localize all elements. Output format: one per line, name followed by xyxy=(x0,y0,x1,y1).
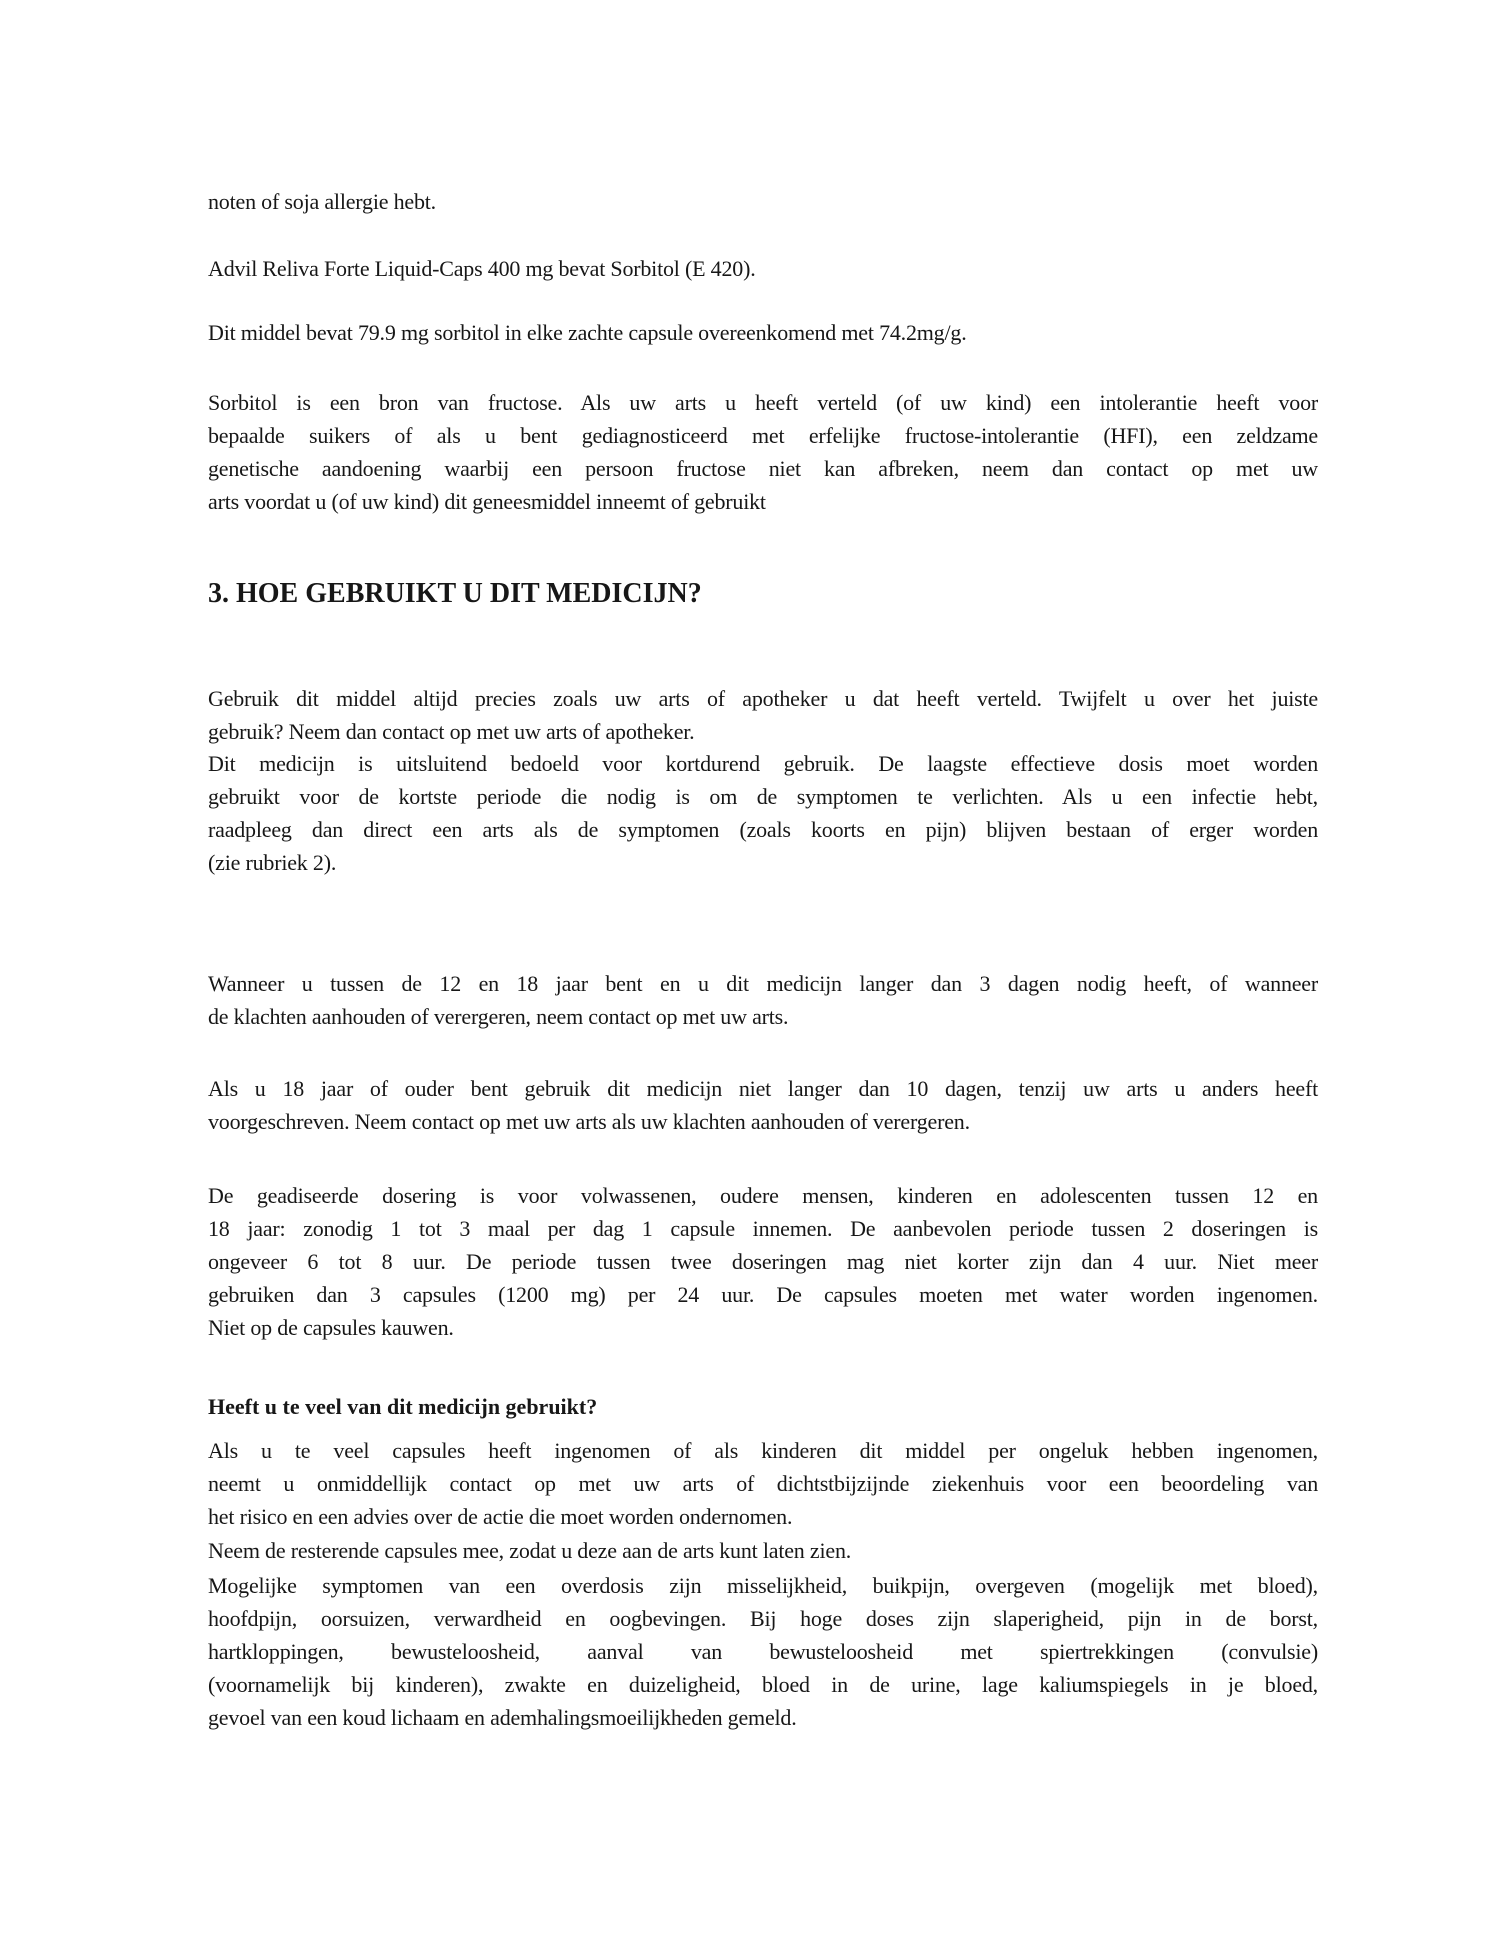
text-line: bepaalde suikers of als u bent gediagnosticeerd met erfelijke fructose-intolerantie (HFI), een zeldzame xyxy=(208,423,1318,448)
text-line: gevoel van een koud lichaam en ademhalingsmoeilijkheden gemeld. xyxy=(208,1705,797,1730)
text-line: (zie rubriek 2). xyxy=(208,850,337,875)
paragraph-short-term-use xyxy=(208,747,1318,879)
text-line: Niet op de capsules kauwen. xyxy=(208,1315,454,1340)
text-line: noten of soja allergie hebt. xyxy=(208,189,436,214)
text-line: Dit medicijn is uitsluitend bedoeld voor kortdurend gebruik. De laagste effectieve dosis moet worden xyxy=(208,751,1318,776)
text-line: Advil Reliva Forte Liquid-Caps 400 mg bevat Sorbitol (E 420). xyxy=(208,256,756,281)
text-line: Mogelijke symptomen van een overdosis zijn misselijkheid, buikpijn, overgeven (mogelijk met bloed), xyxy=(208,1573,1318,1598)
paragraph-usage-advice xyxy=(208,682,1318,748)
paragraph-age-18-plus xyxy=(208,1072,1318,1138)
text-line: 18 jaar: zonodig 1 tot 3 maal per dag 1 capsule innemen. De aanbevolen periode tussen 2 doseringen is xyxy=(208,1216,1318,1241)
text-line: raadpleeg dan direct een arts als de symptomen (zoals koorts en pijn) blijven bestaan of erger worden xyxy=(208,817,1318,842)
text-line: gebruikt voor de kortste periode die nodig is om de symptomen te verlichten. Als u een infectie hebt, xyxy=(208,784,1318,809)
text-line: De geadiseerde dosering is voor volwassenen, oudere mensen, kinderen en adolescenten tussen 12 en xyxy=(208,1183,1318,1208)
text-line: Als u te veel capsules heeft ingenomen of als kinderen dit middel per ongeluk hebben ingenomen, xyxy=(208,1438,1318,1463)
paragraph-fructose-warning xyxy=(208,386,1318,518)
subsection-heading-overdose: Heeft u te veel van dit medicijn gebruikt? xyxy=(208,1394,598,1419)
paragraph-allergy-note xyxy=(208,185,1318,218)
text-line: arts voordat u (of uw kind) dit geneesmiddel inneemt of gebruikt xyxy=(208,489,766,514)
text-line: het risico en een advies over de actie die moet worden ondernomen. xyxy=(208,1504,793,1529)
text-line: Sorbitol is een bron van fructose. Als uw arts u heeft verteld (of uw kind) een intolerantie heeft voor xyxy=(208,390,1318,415)
text-line: gebruik? Neem dan contact op met uw arts of apotheker. xyxy=(208,719,695,744)
text-line: gebruiken dan 3 capsules (1200 mg) per 24 uur. De capsules moeten met water worden ingenomen. xyxy=(208,1282,1318,1307)
text-line: de klachten aanhouden of verergeren, neem contact op met uw arts. xyxy=(208,1004,789,1029)
text-line: Gebruik dit middel altijd precies zoals uw arts of apotheker u dat heeft verteld. Twijfelt u over het juiste xyxy=(208,686,1318,711)
paragraph-sorbitol-amount xyxy=(208,316,1318,349)
section-heading: 3. HOE GEBRUIKT U DIT MEDICIJN? xyxy=(208,578,702,609)
text-line: voorgeschreven. Neem contact op met uw arts als uw klachten aanhouden of verergeren. xyxy=(208,1109,970,1134)
paragraph-overdose-symptoms xyxy=(208,1569,1318,1734)
text-line: hartkloppingen, bewusteloosheid, aanval van bewusteloosheid met spiertrekkingen (convulsie) xyxy=(208,1639,1318,1664)
paragraph-age-12-18 xyxy=(208,967,1318,1033)
text-line: hoofdpijn, oorsuizen, verwardheid en oogbevingen. Bij hoge doses zijn slaperigheid, pijn in de borst, xyxy=(208,1606,1318,1631)
text-line: (voornamelijk bij kinderen), zwakte en duizeligheid, bloed in de urine, lage kaliumspiegels in je bloed, xyxy=(208,1672,1318,1697)
text-line: Neem de resterende capsules mee, zodat u deze aan de arts kunt laten zien. xyxy=(208,1538,852,1563)
paragraph-bring-capsules xyxy=(208,1534,1318,1567)
paragraph-sorbitol-content xyxy=(208,252,1318,285)
text-line: neemt u onmiddellijk contact op met uw arts of dichtstbijzijnde ziekenhuis voor een beoordeling van xyxy=(208,1471,1318,1496)
text-line: genetische aandoening waarbij een persoon fructose niet kan afbreken, neem dan contact op met uw xyxy=(208,456,1318,481)
text-line: Als u 18 jaar of ouder bent gebruik dit medicijn niet langer dan 10 dagen, tenzij uw arts u anders heeft xyxy=(208,1076,1318,1101)
text-line: Dit middel bevat 79.9 mg sorbitol in elke zachte capsule overeenkomend met 74.2mg/g. xyxy=(208,320,967,345)
paragraph-dosage xyxy=(208,1179,1318,1344)
text-line: Wanneer u tussen de 12 en 18 jaar bent en u dit medicijn langer dan 3 dagen nodig heeft, of wanneer xyxy=(208,971,1318,996)
text-line: ongeveer 6 tot 8 uur. De periode tussen twee doseringen mag niet korter zijn dan 4 uur. Niet meer xyxy=(208,1249,1318,1274)
paragraph-overdose-action xyxy=(208,1434,1318,1533)
